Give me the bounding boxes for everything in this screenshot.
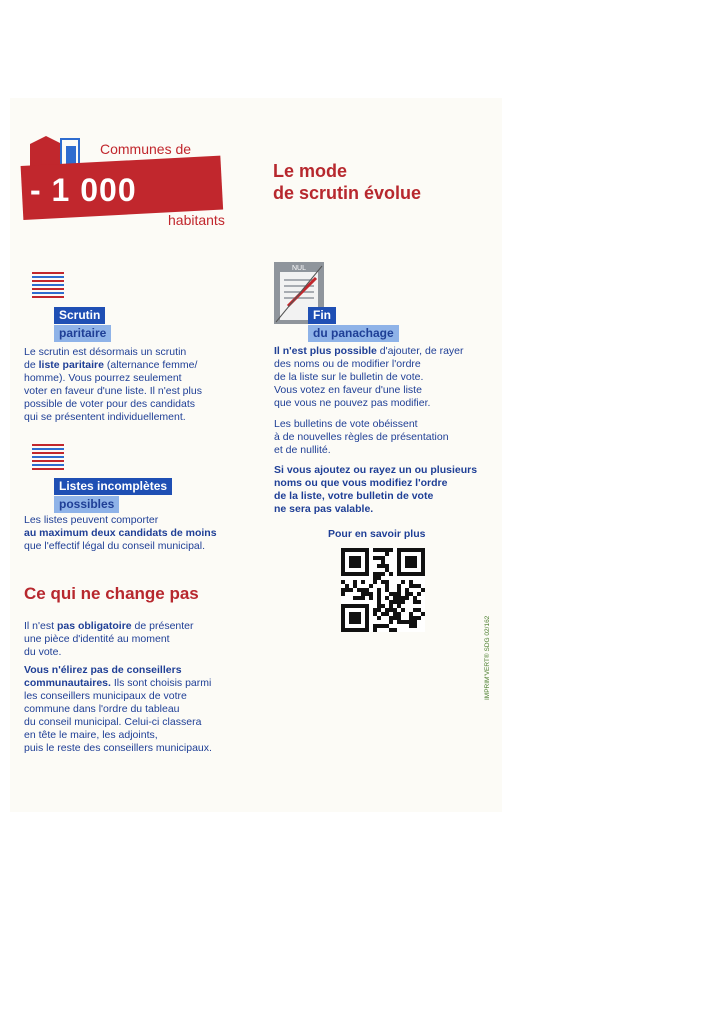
text-line	[274, 490, 506, 503]
text-run: du conseil municipal. Celui-ci classera	[24, 716, 202, 728]
text-line	[274, 358, 506, 371]
section-title-ne-change-pas: Ce qui ne change pas	[24, 584, 199, 603]
text-line	[24, 633, 264, 646]
text-line	[274, 444, 506, 457]
scrutin-label	[54, 306, 111, 342]
text-line	[274, 384, 506, 397]
panachage-text-3	[274, 464, 506, 516]
stripes-icon	[32, 272, 64, 298]
text-line	[24, 527, 264, 540]
bold-run: communautaires.	[24, 677, 111, 689]
scrutin-label-line1: Scrutin	[54, 307, 105, 324]
text-line	[274, 503, 506, 516]
text-run: Ils sont choisis parmi	[110, 677, 212, 689]
text-line	[24, 359, 264, 372]
text-run: les conseillers municipaux de votre	[24, 690, 187, 702]
text-run: en tête le maire, les adjoints,	[24, 729, 158, 741]
stripes-icon	[32, 444, 64, 470]
text-line	[24, 729, 264, 742]
listes-label	[54, 477, 172, 513]
panachage-text-1	[274, 345, 506, 410]
text-line	[24, 742, 264, 755]
scrutin-label-line2: paritaire	[54, 325, 111, 342]
text-run: Vous votez en faveur d'une liste	[274, 384, 422, 396]
bold-run: pas obligatoire	[56, 620, 132, 632]
text-line	[24, 620, 264, 633]
text-line	[24, 540, 264, 553]
text-line	[274, 477, 506, 490]
text-line	[24, 372, 264, 385]
text-run: Les listes peuvent comporter	[24, 514, 159, 526]
text-run: et de nullité.	[274, 444, 331, 456]
text-run: du vote.	[24, 646, 62, 658]
text-run: Il n'est	[24, 620, 57, 632]
title-line-2: de scrutin évolue	[273, 183, 422, 203]
text-line	[24, 514, 264, 527]
text-run: homme). Vous pourrez seulement	[24, 372, 182, 384]
panachage-label-line1: Fin	[308, 307, 336, 324]
ne-change-pas-text-2	[24, 664, 264, 755]
bold-run: Vous n'élirez pas de conseillers	[24, 664, 182, 676]
text-run: puis le reste des conseillers municipaux.	[24, 742, 212, 754]
text-run: Les bulletins de vote obéissent	[274, 418, 418, 430]
savoir-plus-heading: Pour en savoir plus	[328, 528, 426, 540]
text-line	[274, 418, 506, 431]
population-number: - 1 000	[30, 172, 137, 208]
bold-run: ne sera pas valable.	[274, 503, 374, 515]
title-line-1: Le mode	[273, 161, 348, 181]
text-run: à de nouvelles règles de présentation	[274, 431, 449, 443]
text-line	[24, 346, 264, 359]
text-line	[24, 411, 264, 424]
bold-run: de la liste, votre bulletin de vote	[274, 490, 434, 502]
text-line	[24, 398, 264, 411]
text-run: qui se présentent individuellement.	[24, 411, 186, 423]
text-run: voter en faveur d'une liste. Il n'est plus	[24, 385, 202, 397]
text-line	[24, 385, 264, 398]
communes-label: Communes de	[100, 141, 192, 157]
text-run: possible de voter pour des candidats	[24, 398, 196, 410]
text-line	[274, 397, 506, 410]
bold-run: Il n'est plus possible	[274, 345, 377, 357]
text-line	[24, 677, 264, 690]
panachage-label-line2: du panachage	[308, 325, 399, 342]
qr-code[interactable]	[341, 548, 425, 632]
listes-label-line2: possibles	[54, 496, 119, 513]
text-line	[274, 431, 506, 444]
ne-change-pas-text-1	[24, 620, 264, 659]
text-run: (alternance femme/	[103, 359, 198, 371]
panachage-label	[308, 306, 399, 342]
scrutin-text	[24, 346, 264, 424]
text-run: que l'effectif légal du conseil municipal.	[24, 540, 206, 552]
text-run: de la liste sur le bulletin de vote.	[274, 371, 424, 383]
bold-run: Si vous ajoutez ou rayez un ou plusieurs	[274, 464, 478, 476]
bold-run: liste paritaire	[38, 359, 104, 371]
habitants-label: habitants	[168, 212, 225, 228]
text-line	[24, 703, 264, 716]
panachage-text-2	[274, 418, 506, 457]
text-run: d'ajouter, de rayer	[376, 345, 464, 357]
text-line	[24, 646, 264, 659]
bold-run: au maximum deux candidats de moins	[24, 527, 217, 539]
text-line	[274, 345, 506, 358]
bold-run: noms ou que vous modifiez l'ordre	[274, 477, 448, 489]
text-run: Le scrutin est désormais un scrutin	[24, 346, 187, 358]
page-title	[273, 160, 421, 204]
text-run: de présenter	[131, 620, 194, 632]
text-run: des noms ou de modifier l'ordre	[274, 358, 421, 370]
text-run: de	[24, 359, 39, 371]
listes-label-line1: Listes incomplètes	[54, 478, 172, 495]
text-line	[24, 716, 264, 729]
text-line	[24, 664, 264, 677]
nul-label: NUL	[291, 265, 307, 272]
text-run: une pièce d'identité au moment	[24, 633, 170, 645]
text-run: que vous ne pouvez pas modifier.	[274, 397, 431, 409]
text-line	[274, 464, 506, 477]
text-line	[24, 690, 264, 703]
text-line	[274, 371, 506, 384]
listes-text	[24, 514, 264, 553]
imprint-text: IMPRIM'VERT® SDG 02/162	[484, 615, 491, 700]
text-run: commune dans l'ordre du tableau	[24, 703, 180, 715]
